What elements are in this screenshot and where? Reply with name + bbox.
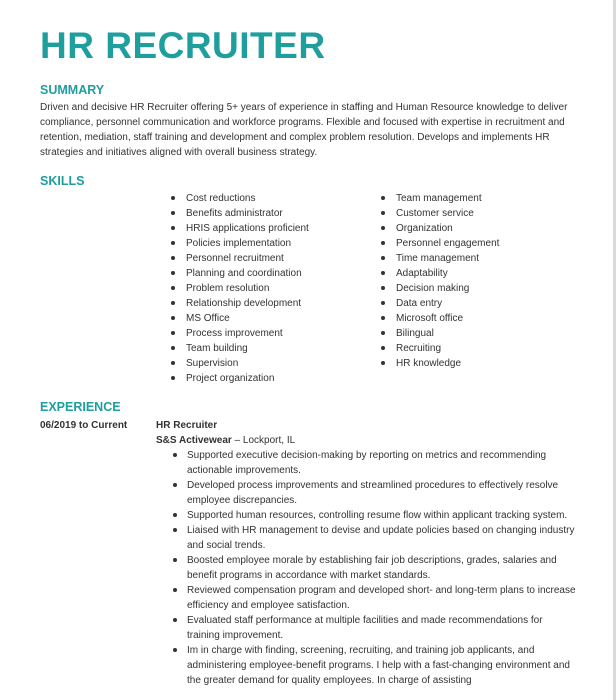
skill-item: Microsoft office [380,311,499,326]
job-location-separator: – [231,435,243,446]
job-bullet: Im in charge with finding, screening, recruiting, and training job applicants, and administering employee-benefit programs. I help with a fast-changing environment and the greater demand for quality employees. In charge of assisting [156,643,576,688]
skill-item: Personnel engagement [380,236,499,251]
skill-item: Team management [380,191,499,206]
skill-item: Project organization [170,371,309,386]
job-bullet: Liaised with HR management to devise and update policies based on changing industry and social trends. [156,523,576,553]
skill-item: Bilingual [380,326,499,341]
job-dates: 06/2019 to Current [40,420,128,431]
job-bullet: Reviewed compensation program and developed short- and long-term plans to increase efficiency and employee satisfaction. [156,583,576,613]
skill-item: HRIS applications proficient [170,221,309,236]
skill-item: Data entry [380,296,499,311]
skill-item: Customer service [380,206,499,221]
skill-item: Policies implementation [170,236,309,251]
skill-item: HR knowledge [380,356,499,371]
skill-item: MS Office [170,311,309,326]
summary-text: Driven and decisive HR Recruiter offering 5+ years of experience in staffing and Human Resource knowledge to deliver compliance, personnel communication and workforce programs. Flexible and focused with expertise in recruitment and retention, mediation, staff training and development and complex problem resolution. Develops and implements HR strategies and initiatives aligned with overall business strategy. [40,102,568,158]
skills-heading: SKILLS [40,174,85,188]
job-company-line [156,433,295,448]
skill-item: Relationship development [170,296,309,311]
skills-column-left [170,191,309,386]
job-bullet: Boosted employee morale by establishing fair job descriptions, grades, salaries and benefit programs in accordance with market standards. [156,553,576,583]
skill-item: Supervision [170,356,309,371]
skill-item: Planning and coordination [170,266,309,281]
skill-item: Personnel recruitment [170,251,309,266]
job-bullet: Evaluated staff performance at multiple facilities and made recommendations for training improvement. [156,613,576,643]
experience-heading: EXPERIENCE [40,400,121,414]
skill-item: Recruiting [380,341,499,356]
skill-item: Adaptability [380,266,499,281]
job-location: Lockport, IL [242,435,296,446]
job-bullet-list [156,448,576,688]
resume-name: HR RECRUITER [40,25,326,66]
skill-item: Team building [170,341,309,356]
skills-column-right [380,191,499,371]
job-company: S&S Activewear [156,435,232,446]
job-bullet: Supported human resources, controlling resume flow within applicant tracking system. [156,508,576,523]
job-bullet: Developed process improvements and streamlined procedures to effectively resolve employee discrepancies. [156,478,576,508]
summary-heading: SUMMARY [40,83,105,97]
skill-item: Benefits administrator [170,206,309,221]
skill-item: Time management [380,251,499,266]
skill-item: Problem resolution [170,281,309,296]
skill-item: Organization [380,221,499,236]
skill-item: Decision making [380,281,499,296]
job-bullet: Supported executive decision-making by reporting on metrics and recommending actionable improvements. [156,448,576,478]
skill-item: Cost reductions [170,191,309,206]
skill-item: Process improvement [170,326,309,341]
job-title: HR Recruiter [156,420,218,431]
